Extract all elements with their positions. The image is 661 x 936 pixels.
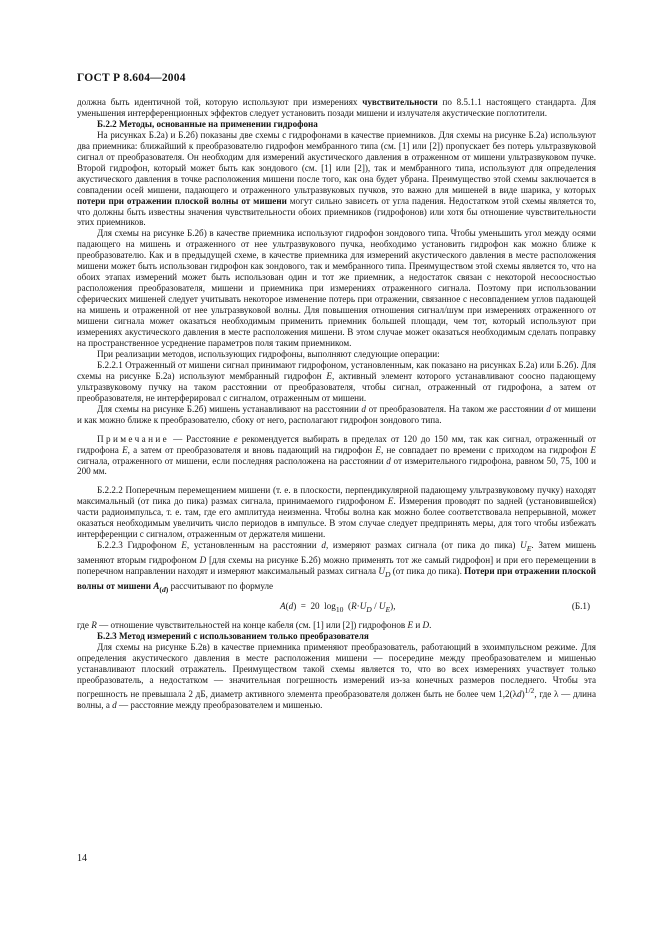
section-heading-b22: Б.2.2 Методы, основанные на применении гидрофона [97, 118, 318, 129]
formula-number: (Б.1) [571, 601, 590, 612]
formula-expression: A(d) = 20 $\log_{10} (R\cdot U_D / U_E)$, [280, 601, 396, 615]
note: Примечание — Расстояние e рекомендуется выбирать в пределах от 120 до 150 мм, так как сигнал, отраженный от гидрофона E, а затем от преобразователя и вновь падающий на гидрофон E, не совпадает по времени с приходом на гидрофон E сигнала, отраженного от мишени, если последняя расположена на расстоянии d от измерительного гидрофона, равном 50, 75, 100 и 200 мм. [77, 433, 596, 477]
paragraph-operations: При реализации методов, использующих гидрофоны, выполняют следующие операции: [97, 348, 440, 359]
section-heading-b23: Б.2.3 Метод измерений с использованием только преобразователя [97, 631, 369, 642]
paragraph-b2-2-1: Б.2.2.1 Отраженный от мишени сигнал принимают гидрофоном, установленным, как показано на рисунках Б.2а) или Б.2б). Для схемы на рисунке Б.2а) используют мембранный гидрофон E, активный элемент которого устанавливают соосно падающему ультразвуковому пучку на таком расстоянии от преобразователя, чтобы сигнал, отраженный от гидрофона, а затем от преобразователя, не интерферировал с сигналом, отраженным от мишени. [77, 359, 596, 403]
paragraph-target-distance: Для схемы на рисунке Б.2б) мишень устанавливают на расстоянии d от преобразователя. На таком же расстоянии d от мишени и как можно ближе к преобразователю, сбоку от него, располагают гидрофон зондового типа. [77, 403, 596, 425]
paragraph-b2-2-3: Б.2.2.3 Гидрофоном E, установленным на расстоянии d, измеряют размах сигнала (от пика до пика) $U_E$. Затем мишень заменяют вторым гидрофоном D [для схемы на рисунке Б.2б) можно применять тот же самый гидрофон] и при его перемещении в поперечном направлении находят и измеряют максимальный размах сигнала $U_D$ (от пика до пика). Потери при отражении плоской волны от мишени $A_{(d)}$ рассчитывают по формуле [77, 540, 597, 594]
standard-header: ГОСТ Р 8.604—2004 [77, 72, 186, 84]
page-number: 14 [77, 853, 87, 864]
paragraph-hydrophone-schemes: На рисунках Б.2а) и Б.2б) показаны две схемы с гидрофонами в качестве приемников. Для схемы на рисунке Б.2а) используют два приемника: ближайший к преобразователю гидрофон мембранного типа (см. [1] или [2]) пропускает без потерь ультразвуковой сигнал от преобразователя. Он необходим для измерений акустического давления в отраженном от мишени ультразвуковом пучке. Второй гидрофон, который может быть как зондового (см. [1] или [2]), так и мембранного типа, используют для определения акустического давления в точке расположения мишени после того, как она будет убрана. Преимущество этой схемы заключается в совпадении осей мишени, падающего и отраженного ультразвуковых пучков, это важно для мишеней в виде шарика, у которых потери при отражении плоской волны от мишени могут сильно зависеть от угла падения. Недостатком этой схемы является то, что должны быть известны значения чувствительности обоих приемников (гидрофонов) или хотя бы отношение чувствительности этих приемников. [77, 129, 596, 228]
paragraph-scheme-b2b: Для схемы на рисунке Б.2б) в качестве приемника используют гидрофон зондового типа. Чтобы уменьшить угол между осями падающего на мишень и отраженного от нее ультразвукового пучка, необходимо установить гидрофон как можно ближе к преобразователю. Как и в предыдущей схеме, в качестве приемника для измерений акустического давления в месте расположения мишени может быть использован гидрофон как зондового, так и мембранного типа. Преимуществом этой схемы является то, что на обоих этапах измерений может быть использован один и тот же приемник, а недостаток связан с некоторой несоосностью расположения преобразователя, мишени и приемника при измерениях отраженного сигнала. Поэтому при использовании сферических мишеней следует учитывать некоторое изменение потерь при отражении, связанное с несовпадением углов падающей на мишень и отраженной от нее ультразвуковой волны. Для повышения отношения сигнал/шум при измерениях отраженного от мишени сигнала может оказаться необходимым применить приемник большей площади, чем тот, который используют при измерениях акустического давления в месте расположения мишени. В этом случае может оказаться необходимым сделать поправку на пространственное усреднение параметров поля таким приемником. [77, 228, 596, 348]
paragraph-transducer-method: Для схемы на рисунке Б.2в) в качестве приемника применяют преобразователь, работающий в эхоимпульсном режиме. Для определения акустического давления в месте расположения мишени — посередине между преобразователем и мишенью устанавливают плоский отражатель. Преимуществом такой схемы является то, что во всех измерениях участвует только преобразователь, а недостатком — значительная погрешность измерений из-за конечных размеров последнего. Чтобы эта погрешность не превышала 2 дБ, диаметр активного элемента преобразователя должен быть не более чем $1,2(\lambda d)^{1/2}$, где λ — длина волны, а d — расстояние между преобразователем и мишенью. [77, 642, 596, 711]
paragraph-intro: должна быть идентичной той, которую используют при измерениях чувствительности по 8.5.1.1 настоящего стандарта. Для уменьшения интерференционных эффектов следует установить позади мишени и излучателя акустические поглотители. [77, 97, 596, 118]
note-label: Примечание [97, 433, 170, 444]
formula-b1 [77, 598, 596, 618]
body-text [77, 97, 596, 711]
paragraph-b2-2-2: Б.2.2.2 Поперечным перемещением мишени (т. е. в плоскости, перпендикулярной падающему ультразвуковому пучку) находят максимальный (от пика до пика) размах сигнала, принимаемого гидрофоном E. Измерения проводят по задней (установившейся) части радиоимпульса, т. е. там, где его амплитуда неизменна. Чтобы волна как можно более соответствовала непрерывной, может оказаться необходимым увеличить число периодов в импульсе. В этом случае следует предпринять меры, для того чтобы избежать интерференции с сигналом, отраженным от держателя мишени. [77, 485, 596, 540]
paragraph-formula-legend: где R — отношение чувствительностей на конце кабеля (см. [1] или [2]) гидрофонов E и D. [77, 620, 432, 631]
